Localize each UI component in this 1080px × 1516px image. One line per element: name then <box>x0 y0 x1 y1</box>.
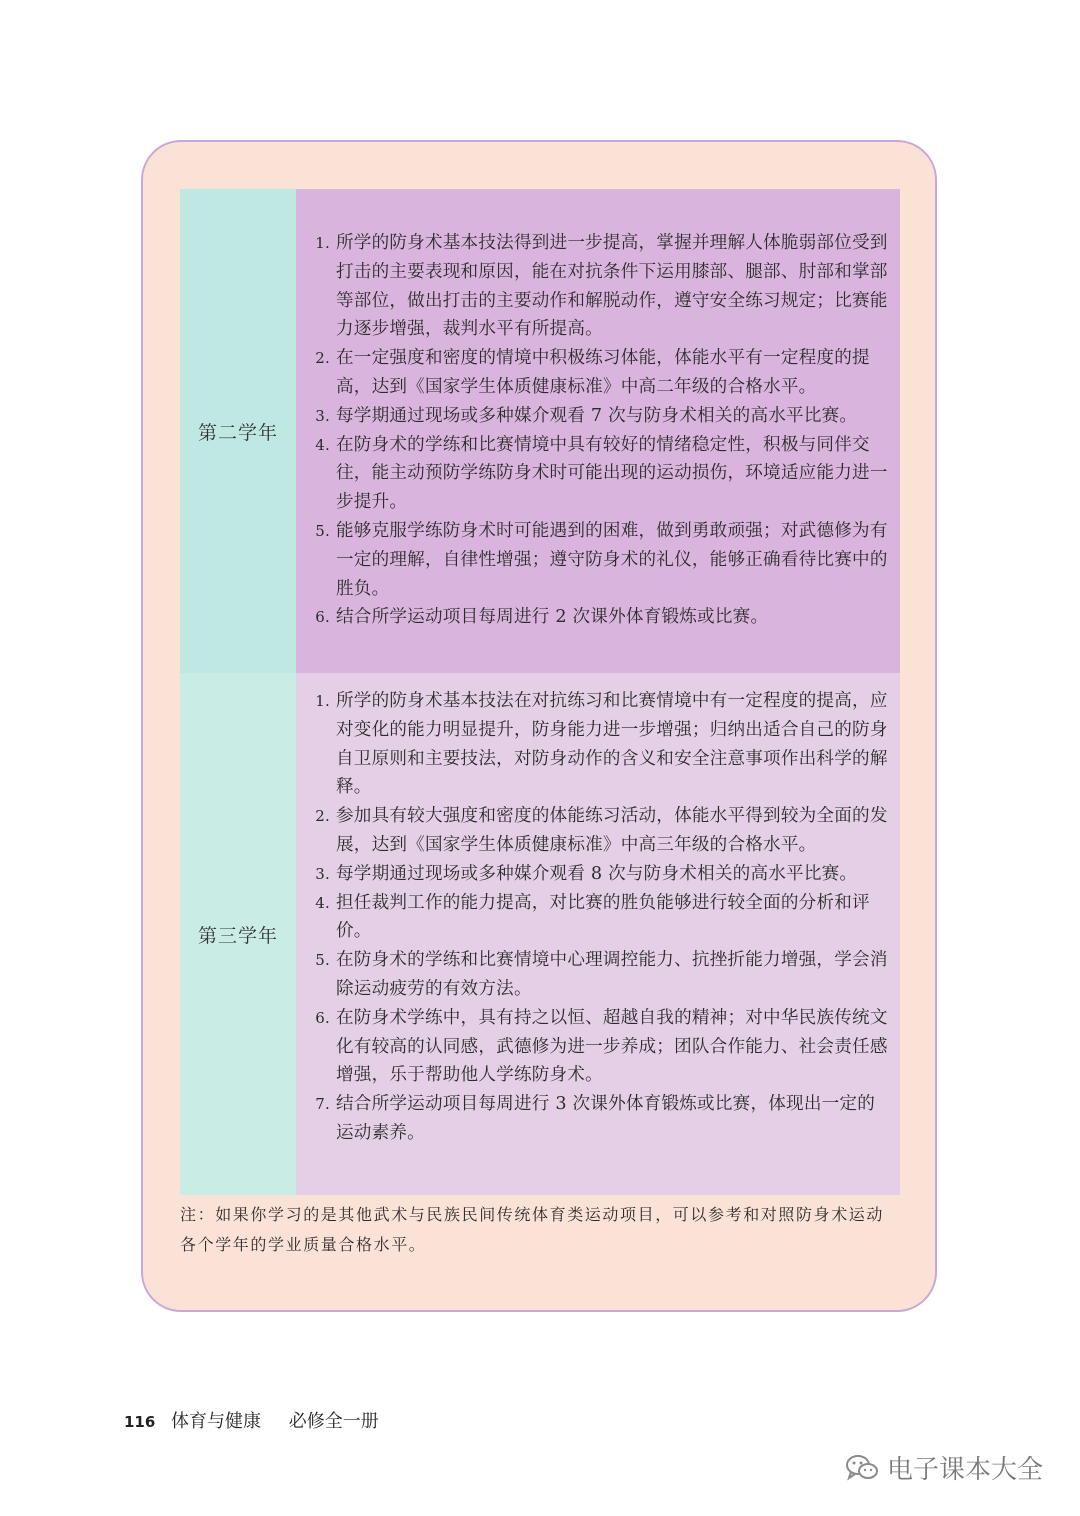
list-item <box>306 1090 892 1148</box>
item-number: 6. <box>315 1008 330 1027</box>
item-text: 在防身术的学练和比赛情境中具有较好的情绪稳定性，积极与同伴交往，能主动预防学练防身术时可能出现的运动损伤，环境适应能力进一步提升。 <box>336 434 888 513</box>
item-number: 2. <box>315 349 330 368</box>
list-item <box>306 946 892 1004</box>
item-text: 在防身术学练中，具有持之以恒、超越自我的精神；对中华民族传统文化有较高的认同感，武德修为进一步养成；团队合作能力、社会责任感增强，乐于帮助他人学练防身术。 <box>336 1007 888 1086</box>
quality-standards-table <box>180 189 900 1195</box>
item-number: 4. <box>315 893 330 912</box>
list-item <box>306 344 892 402</box>
table-row <box>180 673 900 1195</box>
item-text: 所学的防身术基本技法得到进一步提高，掌握并理解人体脆弱部位受到打击的主要表现和原因，能在对抗条件下运用膝部、腿部、肘部和掌部等部位，做出打击的主要动作和解脱动作，遵守安全练习规定；比赛能力逐步增强，裁判水平有所提高。 <box>336 233 888 340</box>
item-text: 担任裁判工作的能力提高，对比赛的胜负能够进行较全面的分析和评价。 <box>336 892 870 942</box>
list-item <box>306 431 892 517</box>
item-text: 能够克服学练防身术时可能遇到的困难，做到勇敢顽强；对武德修为有一定的理解，自律性增强；遵守防身术的礼仪，能够正确看待比赛中的胜负。 <box>336 520 888 599</box>
list-item <box>306 860 892 889</box>
item-number: 5. <box>315 521 330 540</box>
year-label: 第三学年 <box>180 673 296 1195</box>
list-item <box>306 402 892 431</box>
item-number: 1. <box>315 692 330 710</box>
item-number: 4. <box>315 435 330 454</box>
list-item <box>306 889 892 947</box>
watermark-text: 电子课本大全 <box>887 1455 1044 1485</box>
item-number: 3. <box>315 406 330 425</box>
item-text: 参加具有较大强度和密度的体能练习活动，体能水平得到较为全面的发展，达到《国家学生体质健康标准》中高三年级的合格水平。 <box>336 806 888 855</box>
item-number: 7. <box>315 1095 330 1114</box>
item-number: 2. <box>315 807 330 826</box>
list-item <box>306 802 892 860</box>
item-number: 5. <box>315 951 330 970</box>
item-text: 在防身术的学练和比赛情境中心理调控能力、抗挫折能力增强，学会消除运动疲劳的有效方法。 <box>336 950 888 999</box>
item-text: 在一定强度和密度的情境中积极练习体能，体能水平有一定程度的提高，达到《国家学生体质健康标准》中高二年级的合格水平。 <box>336 348 870 397</box>
list-item <box>306 603 892 632</box>
book-title: 体育与健康 <box>171 1411 262 1432</box>
wechat-icon <box>845 1453 879 1483</box>
item-text: 结合所学运动项目每周进行 2 次课外体育锻炼或比赛。 <box>336 607 769 628</box>
requirements-cell <box>296 673 900 1195</box>
item-number: 3. <box>315 864 330 883</box>
list-item <box>306 1004 892 1090</box>
year-label: 第二学年 <box>180 189 296 673</box>
item-text: 结合所学运动项目每周进行 3 次课外体育锻炼或比赛，体现出一定的运动素养。 <box>336 1094 876 1143</box>
watermark <box>845 1449 1043 1486</box>
requirements-cell <box>296 189 900 673</box>
list-item <box>306 687 892 802</box>
page-footer <box>124 1407 379 1433</box>
list-item <box>306 517 892 603</box>
item-number: 6. <box>315 608 330 627</box>
item-text: 每学期通过现场或多种媒介观看 8 次与防身术相关的高水平比赛。 <box>336 863 858 884</box>
item-text: 每学期通过现场或多种媒介观看 7 次与防身术相关的高水平比赛。 <box>336 405 858 426</box>
requirements-list <box>306 229 892 632</box>
item-number: 1. <box>315 234 330 252</box>
footnote: 注：如果你学习的是其他武术与民族民间传统体育类运动项目，可以参考和对照防身术运动各个学年的学业质量合格水平。 <box>180 1205 885 1254</box>
table-row <box>180 189 900 673</box>
list-item <box>306 229 892 344</box>
item-text: 所学的防身术基本技法在对抗练习和比赛情境中有一定程度的提高，应对变化的能力明显提升，防身能力进一步增强；归纳出适合自己的防身自卫原则和主要技法，对防身动作的含义和安全注意事项作出科学的解释。 <box>336 691 888 798</box>
requirements-list <box>306 687 892 1148</box>
volume-label: 必修全一册 <box>288 1411 379 1432</box>
page-number: 116 <box>124 1413 156 1431</box>
